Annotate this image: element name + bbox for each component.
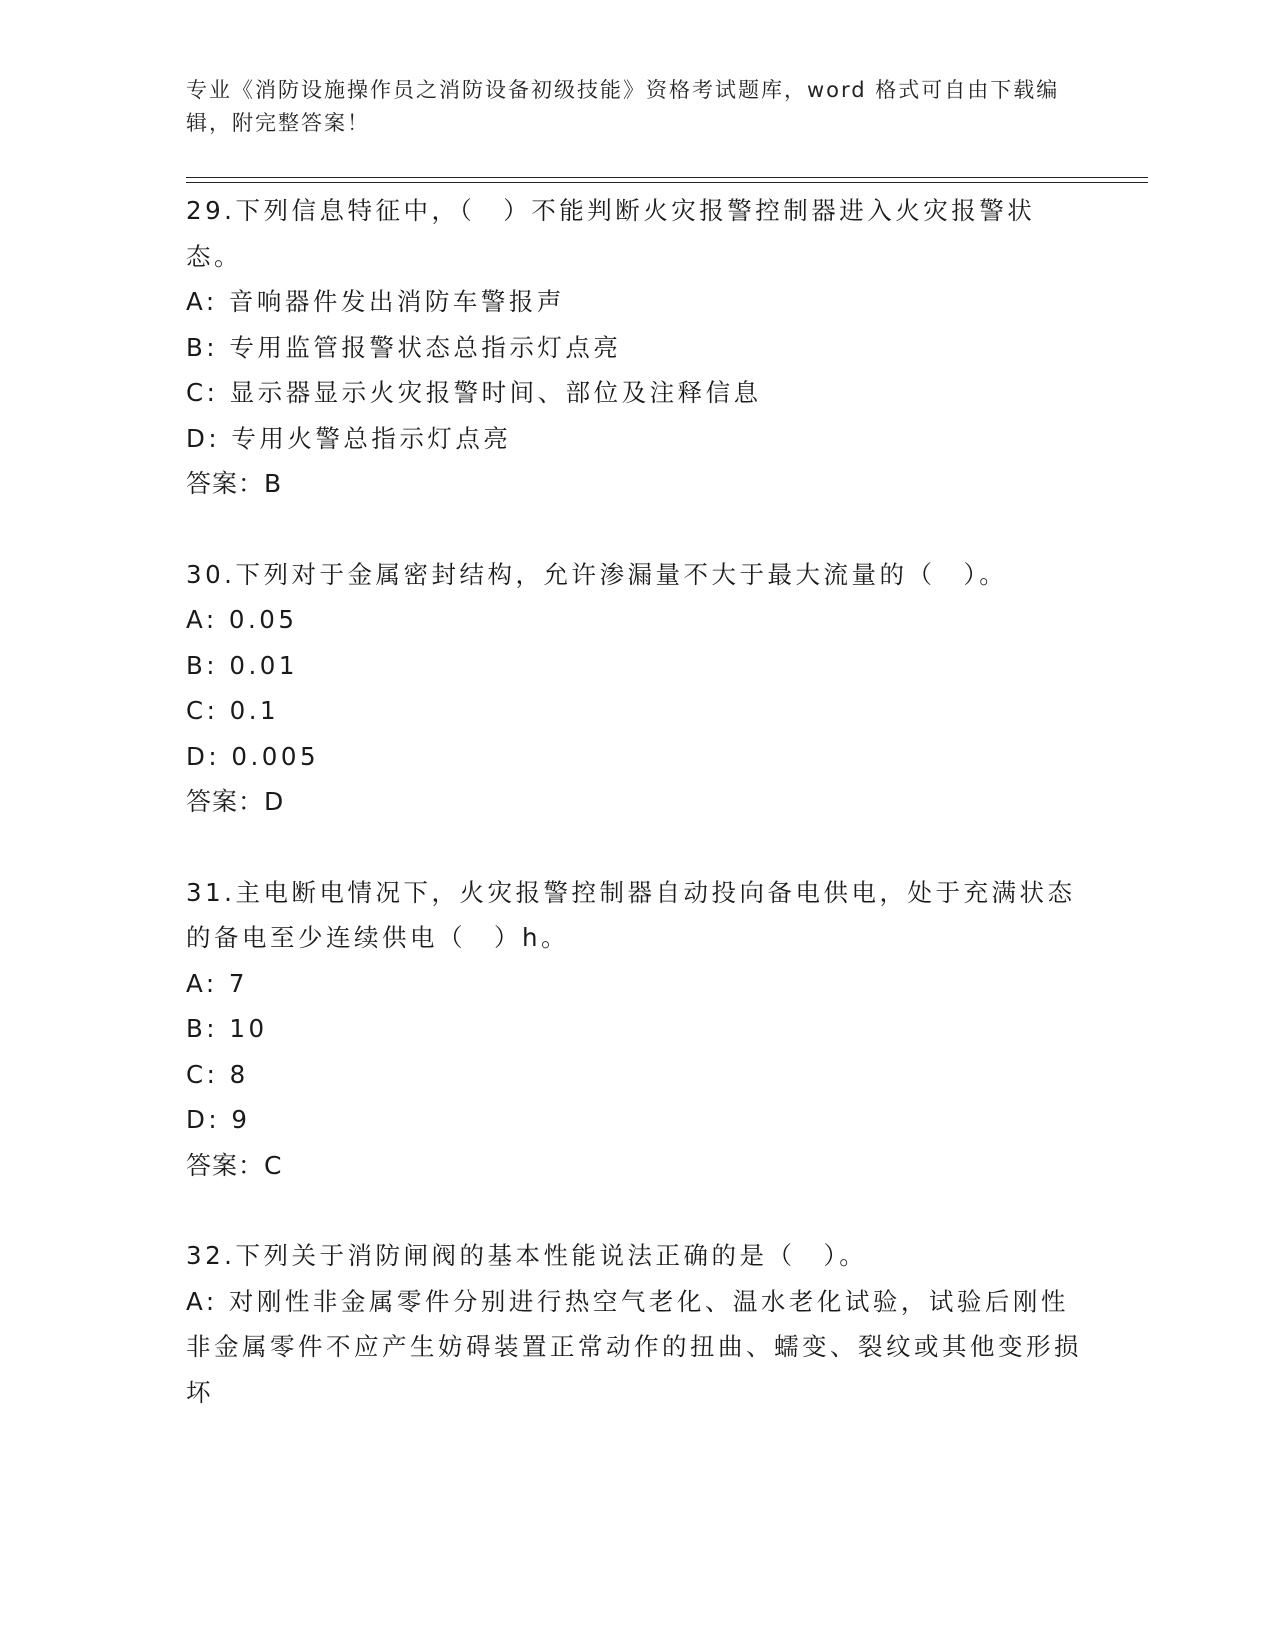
question-30 <box>186 552 1086 825</box>
question-stem: 31.主电断电情况下，火灾报警控制器自动投向备电供电，处于充满状态的备电至少连续供电（ ）h。 <box>186 877 1076 952</box>
header-rule-bottom <box>186 182 1148 183</box>
option-b: B: 专用监管报警状态总指示灯点亮 <box>186 332 622 362</box>
question-29 <box>186 188 1086 507</box>
option-c: C: 0.1 <box>186 696 280 725</box>
option-d: D: 专用火警总指示灯点亮 <box>186 423 512 453</box>
option-c: C: 8 <box>186 1059 249 1089</box>
question-32 <box>186 1233 1086 1415</box>
option-d: D: 9 <box>186 1105 251 1134</box>
option-a: A: 对刚性非金属零件分别进行热空气老化、温水老化试验，试验后刚性非金属零件不应产生妨碍装置正常动作的扭曲、蠕变、裂纹或其他变形损坏 <box>186 1286 1082 1407</box>
answer-line: 答案：C <box>186 1150 283 1180</box>
question-stem: 32.下列关于消防闸阀的基本性能说法正确的是（ ）。 <box>186 1241 868 1270</box>
option-c: C: 显示器显示火灾报警时间、部位及注释信息 <box>186 378 762 407</box>
option-d: D: 0.005 <box>186 741 320 771</box>
answer-line: 答案：D <box>186 787 285 816</box>
question-31 <box>186 870 1086 1189</box>
option-a: A: 音响器件发出消防车警报声 <box>186 287 565 316</box>
option-a: A: 0.05 <box>186 605 298 634</box>
option-a: A: 7 <box>186 968 248 998</box>
question-stem: 29.下列信息特征中，（ ）不能判断火灾报警控制器进入火灾报警状态。 <box>186 196 1036 271</box>
page-header: 专业《消防设施操作员之消防设备初级技能》资格考试题库，word 格式可自由下载编辑，附完整答案！ <box>186 78 1060 135</box>
question-list <box>186 188 1086 1415</box>
header-rule-top <box>186 177 1148 178</box>
answer-line: 答案：B <box>186 469 283 498</box>
question-stem: 30.下列对于金属密封结构，允许渗漏量不大于最大流量的（ ）。 <box>186 559 1008 589</box>
option-b: B: 0.01 <box>186 650 298 680</box>
option-b: B: 10 <box>186 1014 268 1043</box>
